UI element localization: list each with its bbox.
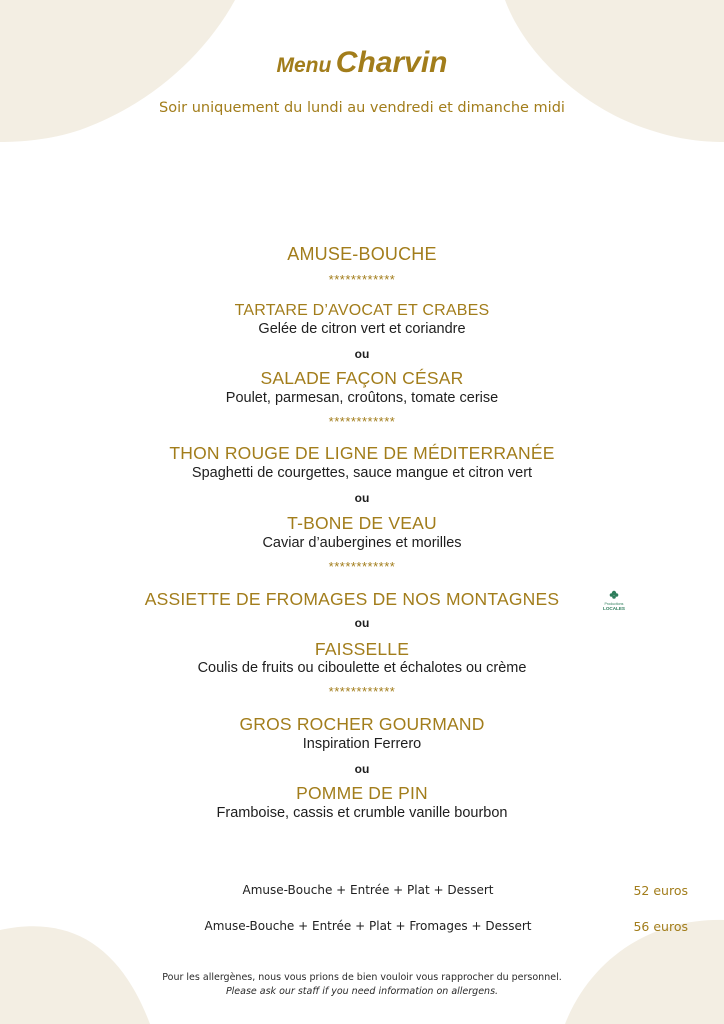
price-amount: 52 euros: [633, 883, 688, 898]
badge-line-1: Productions: [604, 602, 624, 606]
dessert-1-desc: Inspiration Ferrero: [302, 736, 422, 752]
allergen-notice-en: Please ask our staff if you need information on allergens.: [225, 986, 499, 997]
main-2-name: T-BONE DE VEAU: [287, 513, 437, 533]
separator: ************: [328, 559, 396, 574]
separator: ************: [328, 414, 396, 429]
or-label: ou: [354, 491, 370, 505]
dessert-1-name: GROS ROCHER GOURMAND: [239, 714, 485, 734]
page-title: [0, 46, 724, 80]
leaf-icon: [600, 588, 628, 612]
separator: ************: [328, 684, 396, 699]
main-1-desc: Spaghetti de courgettes, sauce mangue et citron vert: [191, 465, 533, 481]
starter-2-name: SALADE FAÇON CÉSAR: [260, 368, 464, 388]
service-hours: Soir uniquement du lundi au vendredi et dimanche midi: [159, 100, 565, 116]
title-word-charvin: Charvin: [335, 46, 448, 79]
or-label: ou: [354, 347, 370, 361]
badge-line-2: LOCALES: [603, 606, 625, 611]
local-products-badge: [600, 588, 628, 612]
price-label: Amuse-Bouche + Entrée + Plat + Fromages + Dessert: [204, 919, 532, 933]
starter-2-desc: Poulet, parmesan, croûtons, tomate cerise: [225, 390, 499, 406]
price-label: Amuse-Bouche + Entrée + Plat + Dessert: [242, 883, 494, 897]
price-amount: 56 euros: [633, 919, 688, 934]
starter-1-name: TARTARE D’AVOCAT ET CRABES: [234, 302, 490, 319]
allergen-notice-fr: Pour les allergènes, nous vous prions de bien vouloir vous rapprocher du personnel.: [162, 972, 562, 983]
or-label: ou: [354, 762, 370, 776]
separator: ************: [328, 272, 396, 287]
cheese-2-desc: Coulis de fruits ou ciboulette et échalotes ou crème: [197, 660, 527, 676]
starter-1-desc: Gelée de citron vert et coriandre: [258, 321, 466, 337]
or-label: ou: [354, 616, 370, 630]
main-2-desc: Caviar d’aubergines et morilles: [262, 535, 462, 551]
title-word-menu: Menu: [276, 54, 332, 77]
cheese-1-name: ASSIETTE DE FROMAGES DE NOS MONTAGNES: [144, 589, 560, 609]
cheese-2-name: FAISSELLE: [314, 639, 410, 659]
dessert-2-desc: Framboise, cassis et crumble vanille bourbon: [216, 805, 508, 821]
amuse-bouche-heading: AMUSE-BOUCHE: [287, 244, 437, 264]
main-1-name: THON ROUGE DE LIGNE DE MÉDITERRANÉE: [169, 443, 555, 463]
dessert-2-name: POMME DE PIN: [296, 783, 428, 803]
